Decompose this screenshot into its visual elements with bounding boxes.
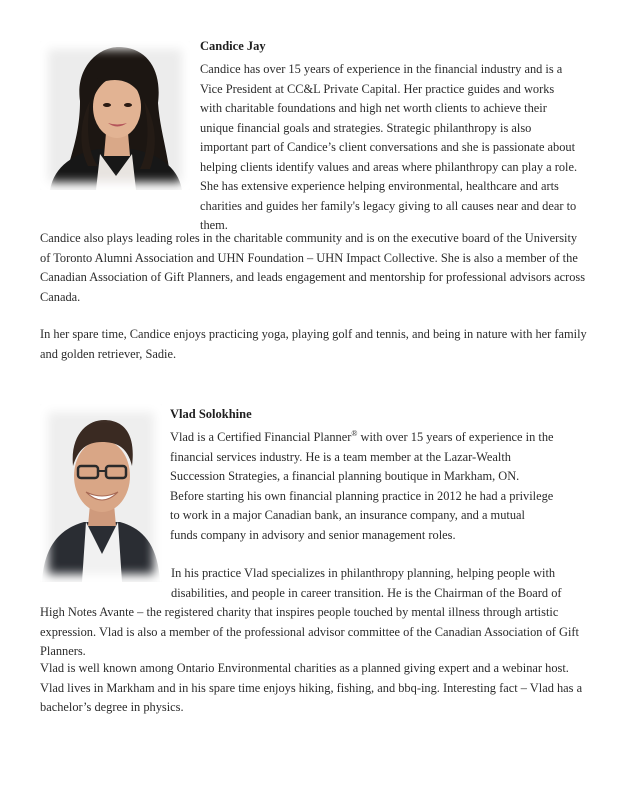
vlad-name-heading: Vlad Solokhine bbox=[170, 407, 252, 421]
vlad-bio-intro bbox=[170, 428, 554, 545]
registered-trademark-symbol: ® bbox=[351, 428, 358, 438]
vlad-bio-practice bbox=[40, 564, 588, 662]
vlad-bio-interests: Vlad is well known among Ontario Environmental charities as a planned giving expert and a webinar host. Vlad lives in Markham and in his spare time enjoys hiking, fishing, and bbq-ing. Interesting fact – Vlad has a bachelor’s degree in physics. bbox=[40, 661, 583, 714]
vlad-bio-intro-text-continued: with over 15 years of experience in the financial services industry. He is a team member at the Lazar-Wealth Succession Strategies, a financial planning boutique in Markham, ON. Before starting his own financial planning practice in 2012 he had a privilege to work in a major Canadian bank, an insurance company, and a mutual funds company in advisory and senior management roles. bbox=[170, 430, 554, 542]
candice-portrait-photo bbox=[40, 41, 190, 190]
vlad-portrait-illustration bbox=[40, 404, 162, 582]
vlad-bio-practice-text: In his practice Vlad specializes in philanthropy planning, helping people with disabilities, and people in career transition. He is the Chairman of the Board of High Notes Avante – the registered charity that inspires people touched by mental illness through artistic expression. Vlad is also a member of the professional advisor committee of the Canadian Association of Gift Planners. bbox=[40, 566, 579, 658]
candice-portrait-illustration bbox=[40, 41, 190, 190]
candice-bio-community: Candice also plays leading roles in the charitable community and is on the executive board of the University of Toronto Alumni Association and UHN Foundation – UHN Impact Collective. She is also a member of the Canadian Association of Gift Planners, and leads engagement and mentorship for professional advisors across Canada. bbox=[40, 231, 586, 304]
candice-bio-intro: Candice has over 15 years of experience in the financial industry and is a Vice President at CC&L Private Capital. Her practice guides and works with charitable foundations and high net worth clients to achieve their unique financial goals and strategies. Strategic philanthropy is also important part of Candice’s client conversations and she is passionate about helping clients identify values and areas where philanthropy can play a role. She has extensive experience helping environmental, healthcare and arts charities and guides her family's legacy giving to all causes near and dear to them. bbox=[200, 62, 578, 232]
vlad-bio-intro-text: Vlad is a Certified Financial Planner bbox=[170, 430, 352, 444]
candice-bio-spare-time: In her spare time, Candice enjoys practicing yoga, playing golf and tennis, and being in nature with her family and golden retriever, Sadie. bbox=[40, 327, 587, 361]
candice-name-heading: Candice Jay bbox=[200, 39, 266, 53]
vlad-portrait-photo bbox=[40, 404, 162, 582]
